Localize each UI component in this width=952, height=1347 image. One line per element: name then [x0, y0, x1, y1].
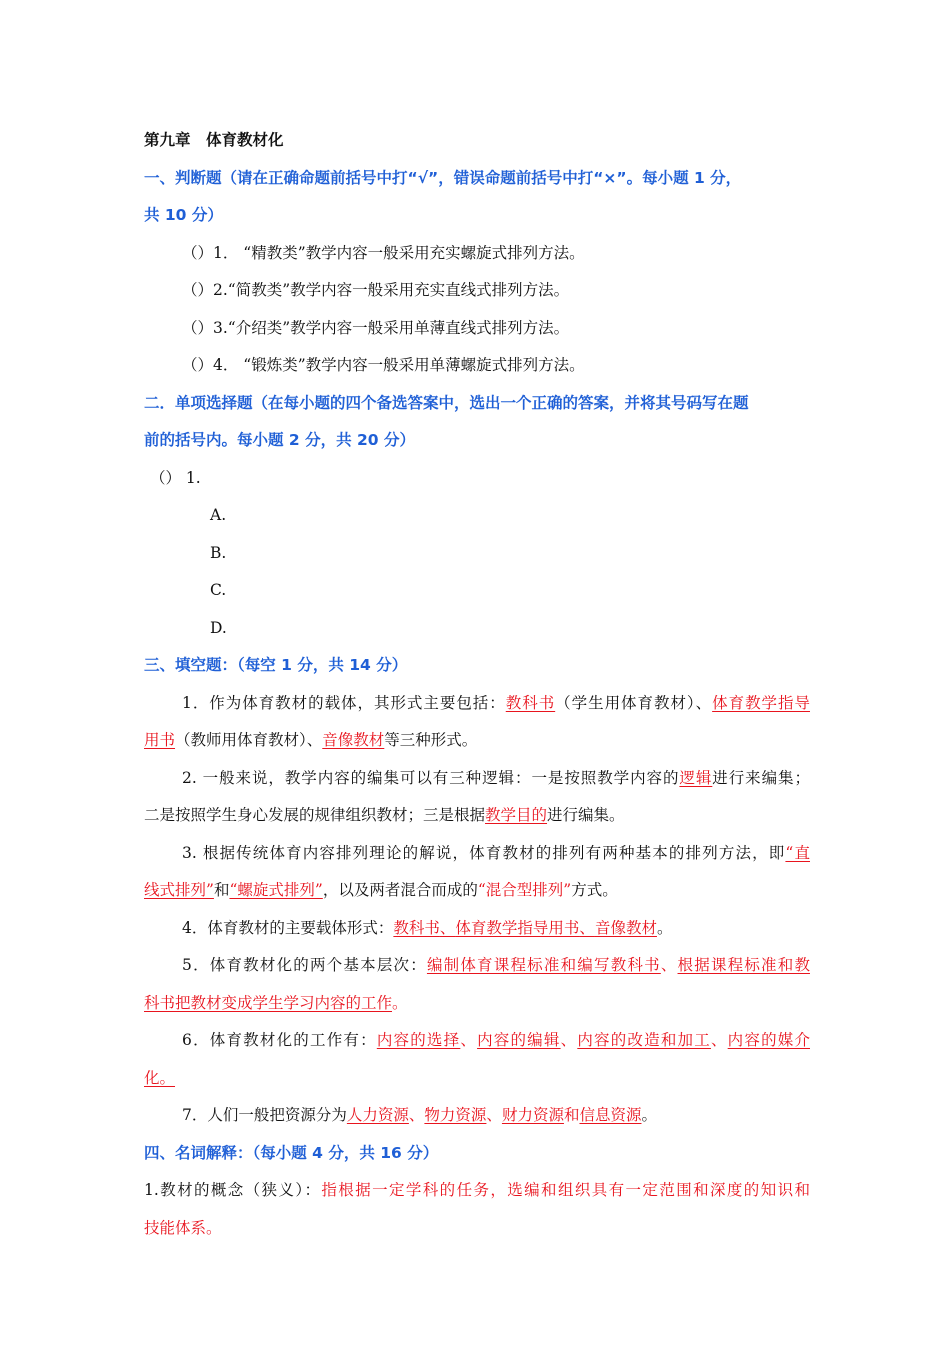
fill-q3-text-2: 和 — [213, 881, 230, 899]
fill-q3-answer-1: “直 — [785, 843, 810, 862]
fill-q7-answer-1: 人力资源 — [346, 1106, 409, 1124]
fill-q3-highlight: “混合型排列” — [477, 881, 572, 899]
section-2-heading: 二．单项选择题（在每小题的四个备选答案中，选出一个正确的答案，并将其号码写在题 — [144, 393, 749, 412]
fill-q3-answer-1-cont: 线式排列” — [144, 881, 214, 899]
section-4-heading: 四、名词解释：（每小题 4 分，共 16 分） — [144, 1143, 439, 1162]
fill-q7-answer-3: 财力资源 — [501, 1106, 564, 1124]
fill-question-4 — [144, 910, 810, 948]
fill-q7-sep-1: 、 — [408, 1106, 425, 1124]
fill-q1-text-4: 等三种形式。 — [384, 731, 478, 749]
fill-q2-text-4: 进行编集。 — [547, 806, 625, 824]
definition-question-1 — [144, 1172, 810, 1210]
fill-q5-sep-1: 、 — [660, 956, 678, 974]
fill-q6-sep-2: 、 — [560, 1031, 578, 1049]
fill-q7-sep-2: 、 — [486, 1106, 502, 1124]
choice-option-c: C. — [210, 581, 227, 599]
fill-q2-text: 2. 一般来说，教学内容的编集可以有三种逻辑：一是按照教学内容的 — [182, 768, 680, 787]
fill-q7-answer-4: 信息资源 — [579, 1106, 642, 1124]
fill-q6-answer-2: 内容的编辑 — [477, 1031, 561, 1049]
fill-question-3-cont — [144, 872, 810, 910]
fill-q5-answer-1: 编制体育课程标准和编写教科书 — [426, 956, 661, 974]
fill-question-7 — [144, 1097, 810, 1135]
fill-question-6 — [144, 1022, 810, 1060]
choice-option-a: A. — [210, 506, 227, 524]
fill-q3-text-3: ，以及两者混合而成的 — [322, 881, 478, 899]
fill-q7-text-3: 。 — [641, 1106, 657, 1124]
definition-q1-term: 1.教材的概念（狭义）： — [144, 1181, 322, 1199]
fill-q1-text-3: （教师用体育教材）、 — [175, 731, 323, 749]
fill-question-5 — [144, 947, 810, 985]
choice-question-1: （） 1. — [150, 468, 201, 487]
choice-option-d: D. — [210, 618, 227, 637]
fill-q5-answer-2: 根据课程标准和教 — [677, 956, 810, 974]
section-1-heading-cont: 共 10 分） — [144, 206, 223, 224]
fill-q4-text: 4．体育教材的主要载体形式： — [182, 918, 394, 937]
fill-q2-text-3: 二是按照学生身心发展的规律组织教材；三是根据 — [144, 806, 486, 824]
chapter-title: 第九章 体育教材化 — [144, 131, 284, 149]
choice-option-b: B. — [210, 543, 227, 562]
definition-q1-answer-cont: 技能体系。 — [144, 1218, 222, 1237]
fill-question-1-cont — [144, 722, 810, 760]
fill-q7-text: 7．人们一般把资源分为 — [182, 1106, 347, 1124]
fill-q7-text-2: 和 — [563, 1106, 580, 1124]
fill-question-2-cont — [144, 797, 810, 835]
fill-q4-sep-2: 、 — [579, 918, 595, 937]
fill-q1-answer-2: 体育教学指导 — [712, 693, 810, 712]
fill-q3-text: 3. 根据传统体育内容排列理论的解说，体育教材的排列有两种基本的排列方法，即 — [182, 843, 786, 862]
fill-q4-answer-2: 体育教学指导用书 — [455, 918, 580, 937]
fill-q4-answer-3: 音像教材 — [594, 918, 657, 937]
fill-q1-answer-2-cont: 用书 — [144, 731, 176, 749]
section-1-heading: 一、判断题（请在正确命题前括号中打“√”，错误命题前括号中打“×”。每小题 1 分， — [144, 168, 742, 187]
fill-question-3 — [144, 835, 810, 873]
fill-q3-text-4: 方式。 — [571, 881, 618, 899]
true-false-item-1: （）1． “精教类”教学内容一般采用充实螺旋式排列方法。 — [182, 243, 585, 262]
fill-q6-answer-1: 内容的选择 — [376, 1031, 461, 1049]
fill-q2-answer-2: 教学目的 — [485, 806, 548, 824]
fill-q6-answer-3: 内容的改造和加工 — [577, 1031, 711, 1049]
true-false-item-4: （）4． “锻炼类”教学内容一般采用单薄螺旋式排列方法。 — [182, 356, 585, 374]
definition-q1-answer: 指根据一定学科的任务，选编和组织具有一定范围和深度的知识和 — [321, 1181, 810, 1199]
fill-question-5-cont — [144, 985, 810, 1023]
fill-q6-text: 6．体育教材化的工作有： — [182, 1031, 377, 1049]
true-false-item-3: （）3.“介绍类”教学内容一般采用单薄直线式排列方法。 — [182, 318, 570, 337]
section-2-heading-cont: 前的括号内。每小题 2 分，共 20 分） — [144, 431, 415, 449]
fill-q4-sep-1: 、 — [439, 918, 456, 937]
fill-q4-text-2: 。 — [656, 918, 673, 937]
fill-q6-sep-3: 、 — [710, 1031, 728, 1049]
fill-q6-answer-4-cont: 化。 — [144, 1068, 176, 1087]
fill-q3-answer-2: “螺旋式排列” — [229, 881, 323, 899]
fill-question-6-cont — [144, 1060, 810, 1098]
fill-q6-answer-4: 内容的媒介 — [727, 1031, 810, 1049]
fill-q4-answer-1: 教科书 — [393, 918, 440, 937]
fill-question-1 — [144, 685, 810, 723]
fill-q5-text-2: 。 — [392, 993, 408, 1012]
definition-question-1-cont — [144, 1210, 810, 1248]
fill-q1-answer-3: 音像教材 — [322, 731, 385, 749]
true-false-item-2: （）2.“简教类”教学内容一般采用充实直线式排列方法。 — [182, 281, 570, 299]
fill-q2-answer-1: 逻辑 — [679, 768, 713, 787]
fill-question-2 — [144, 760, 810, 798]
fill-q5-answer-2-cont: 科书把教材变成学生学习内容的工作 — [144, 993, 393, 1012]
document-content — [144, 122, 810, 1247]
fill-q6-sep-1: 、 — [460, 1031, 478, 1049]
fill-q1-text-2: （学生用体育教材）、 — [555, 693, 713, 712]
fill-q1-text: 1．作为体育教材的载体，其形式主要包括： — [182, 693, 506, 712]
fill-q7-answer-2: 物力资源 — [424, 1106, 487, 1124]
fill-q1-answer-1: 教科书 — [505, 693, 556, 712]
fill-q2-text-2: 进行来编集； — [712, 768, 810, 787]
section-3-heading: 三、填空题：（每空 1 分，共 14 分） — [144, 656, 408, 674]
fill-q5-text: 5．体育教材化的两个基本层次： — [182, 956, 427, 974]
